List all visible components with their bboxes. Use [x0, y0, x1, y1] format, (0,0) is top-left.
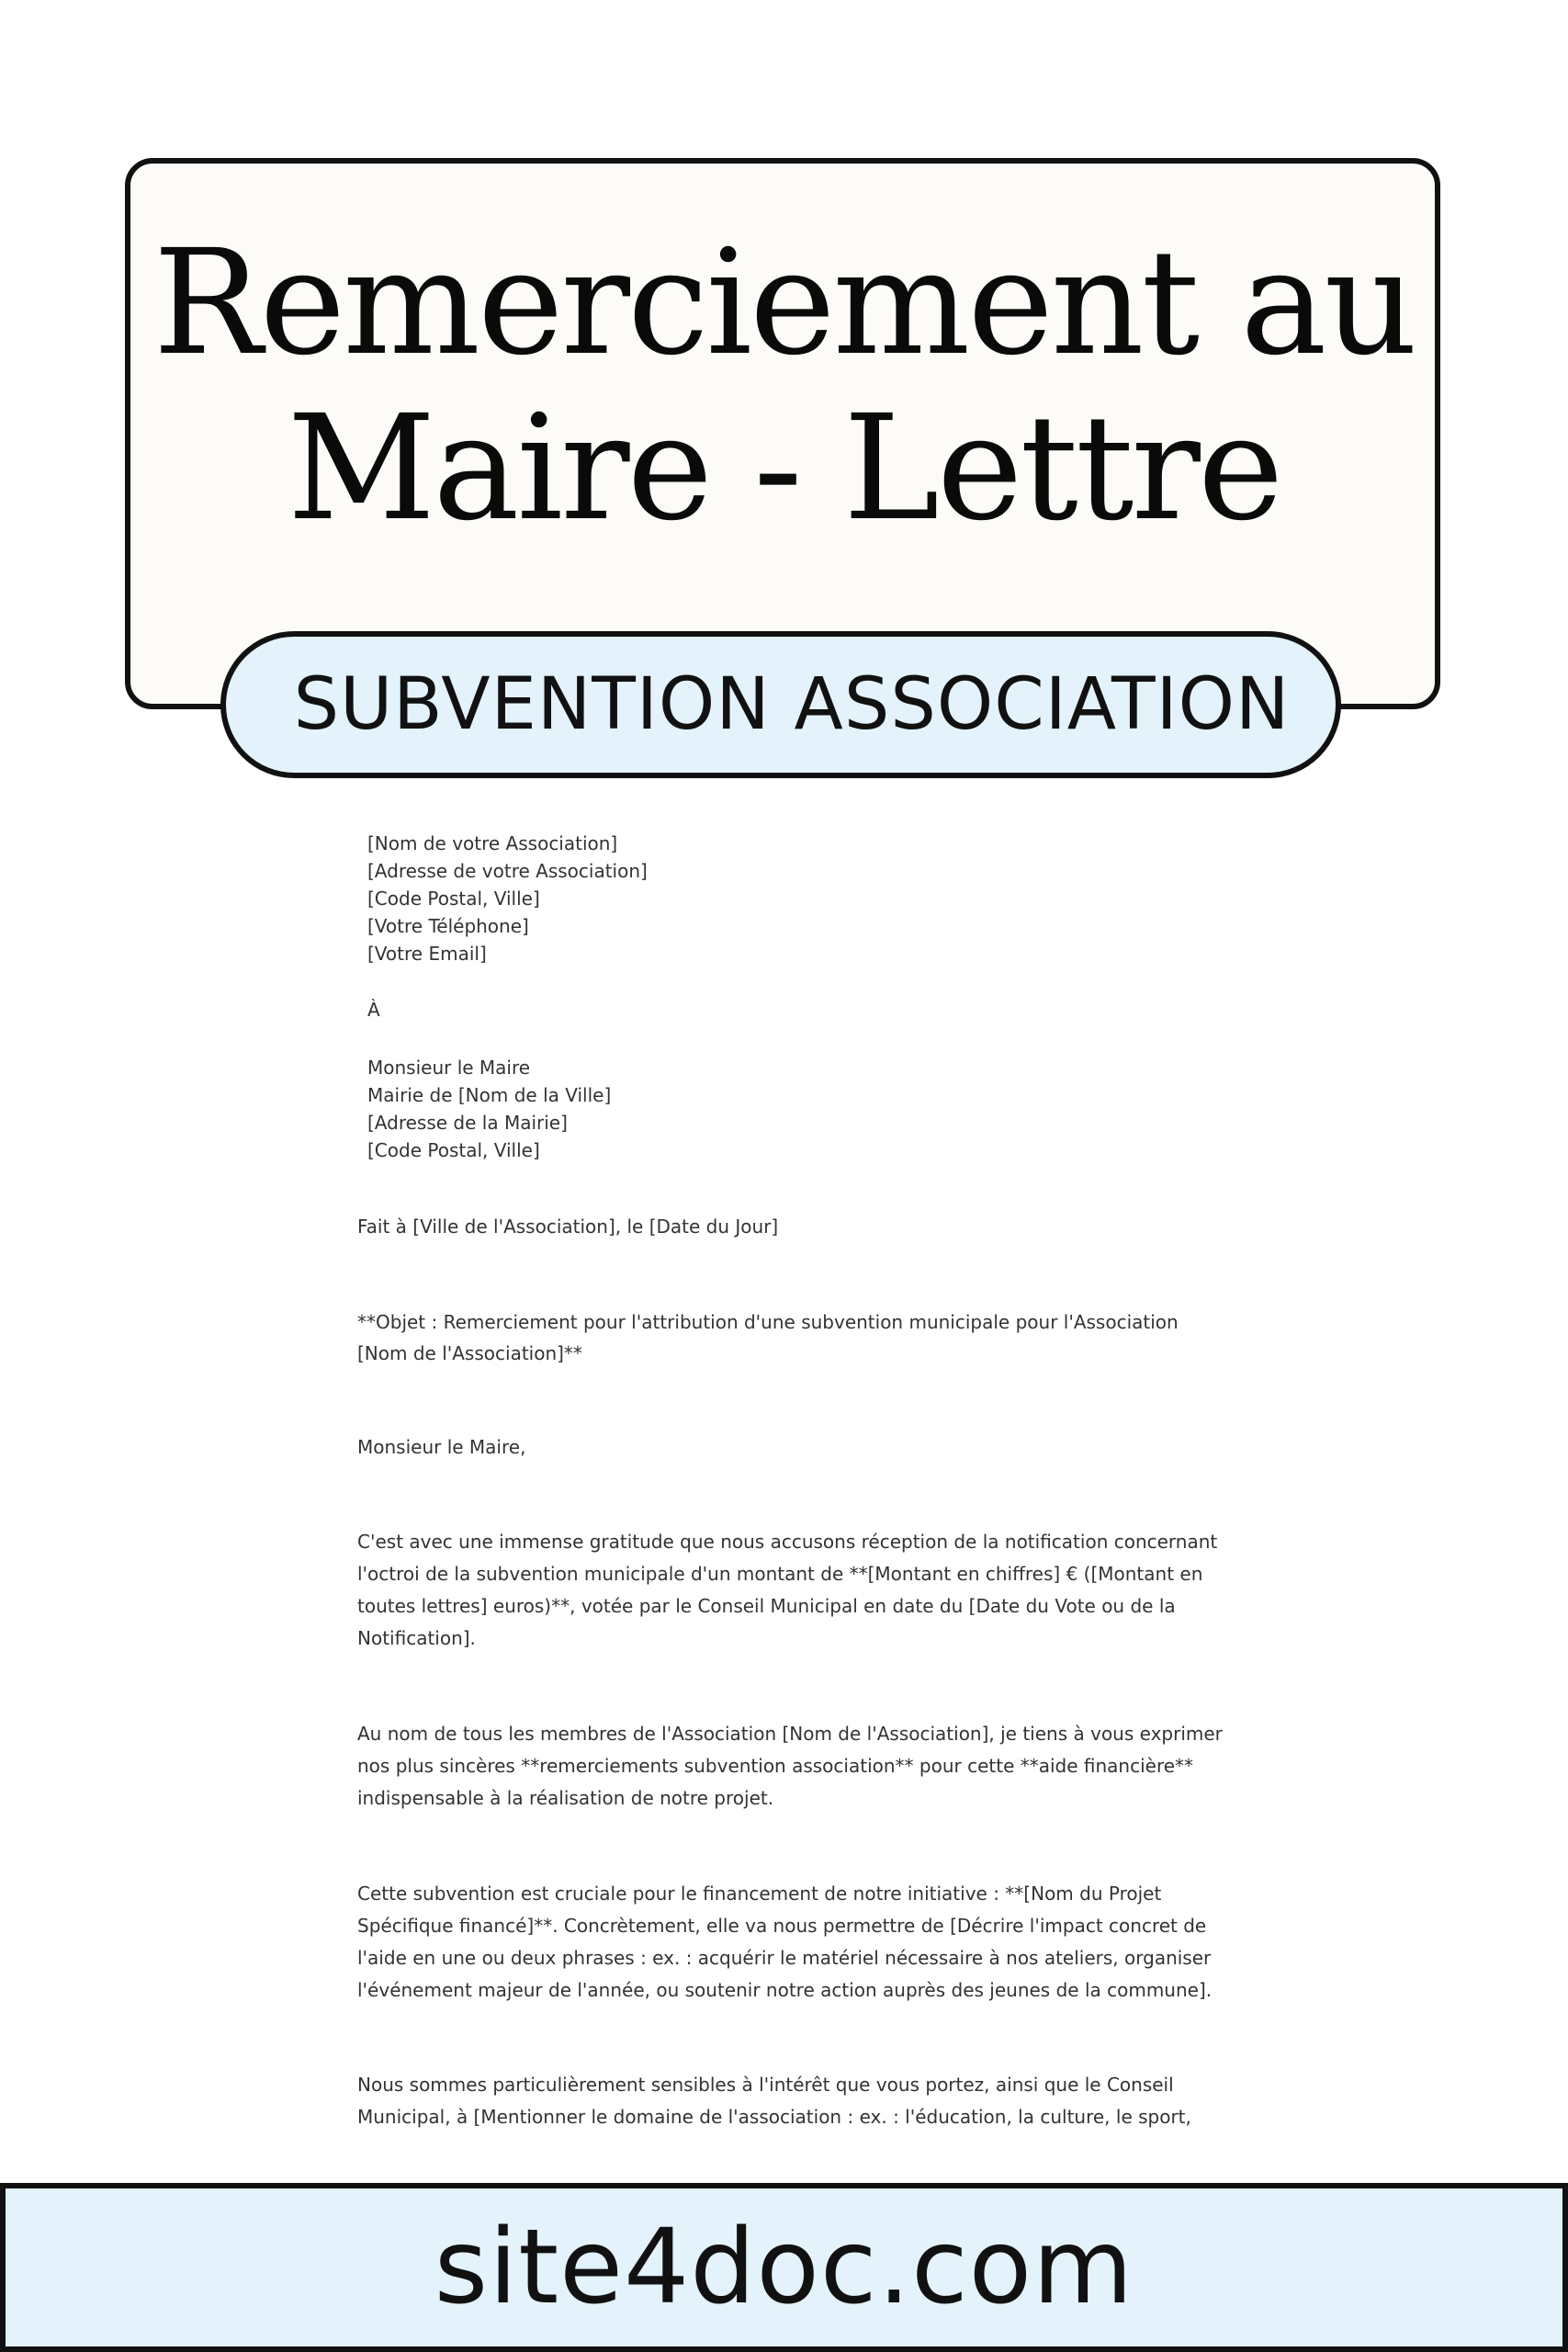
sender-line: [Votre Email] — [367, 943, 487, 965]
recipient-prefix: À — [367, 999, 380, 1021]
body-paragraph: Cette subvention est cruciale pour le financement de notre initiative : **[Nom du Projet Spécifique financé]**. Concrètement, elle va nous permettre de [Décrire l'impact concret de l'aide en une ou deux phrases : ex. : acquérir le matériel nécessaire à nos ateliers, organiser l'événement majeur de l'année, ou soutenir notre action auprès des jeunes de la commune]. — [357, 1883, 1213, 2001]
recipient-line: [Adresse de la Mairie] — [367, 1112, 568, 1134]
sender-line: [Nom de votre Association] — [367, 832, 618, 854]
site-url: site4doc.com — [434, 2208, 1134, 2327]
title-line-1: Remerciement au — [152, 219, 1416, 388]
recipient-line: [Code Postal, Ville] — [367, 1139, 540, 1161]
body-paragraph: Au nom de tous les membres de l'Association [Nom de l'Association], je tiens à vous exprimer nos plus sincères **remerciements subvention association** pour cette **aide financière** indispensable à la réalisation de notre projet. — [357, 1723, 1223, 1809]
place-date: Fait à [Ville de l'Association], le [Date du Jour] — [357, 1216, 779, 1238]
subject-line: [Nom de l'Association]** — [357, 1342, 582, 1364]
body-paragraph: C'est avec une immense gratitude que nous accusons réception de la notification concernant l'octroi de la subvention municipale d'un montant de **[Montant en chiffres] € ([Montant en toutes lettres] euros)**, votée par le Conseil Municipal en date du [Date du Vote ou de la Notification]. — [357, 1531, 1218, 1649]
subject-line: **Objet : Remerciement pour l'attribution d'une subvention municipale pour l'Association — [357, 1311, 1179, 1333]
body-paragraph: Nous sommes particulièrement sensibles à l'intérêt que vous portez, ainsi que le Conseil Municipal, à [Mentionner le domaine de l'association : ex. : l'éducation, la culture, le sport, — [357, 2074, 1191, 2128]
subtitle-badge-label: SUBVENTION ASSOCIATION — [293, 663, 1291, 746]
title-line-2: Maire - Lettre — [287, 384, 1281, 553]
recipient-line: Monsieur le Maire — [367, 1057, 531, 1079]
salutation: Monsieur le Maire, — [357, 1436, 526, 1458]
sender-line: [Adresse de votre Association] — [367, 860, 648, 882]
sender-line: [Votre Téléphone] — [367, 915, 529, 937]
recipient-line: Mairie de [Nom de la Ville] — [367, 1084, 612, 1106]
sender-line: [Code Postal, Ville] — [367, 888, 540, 910]
footer-banner — [0, 2183, 1568, 2352]
